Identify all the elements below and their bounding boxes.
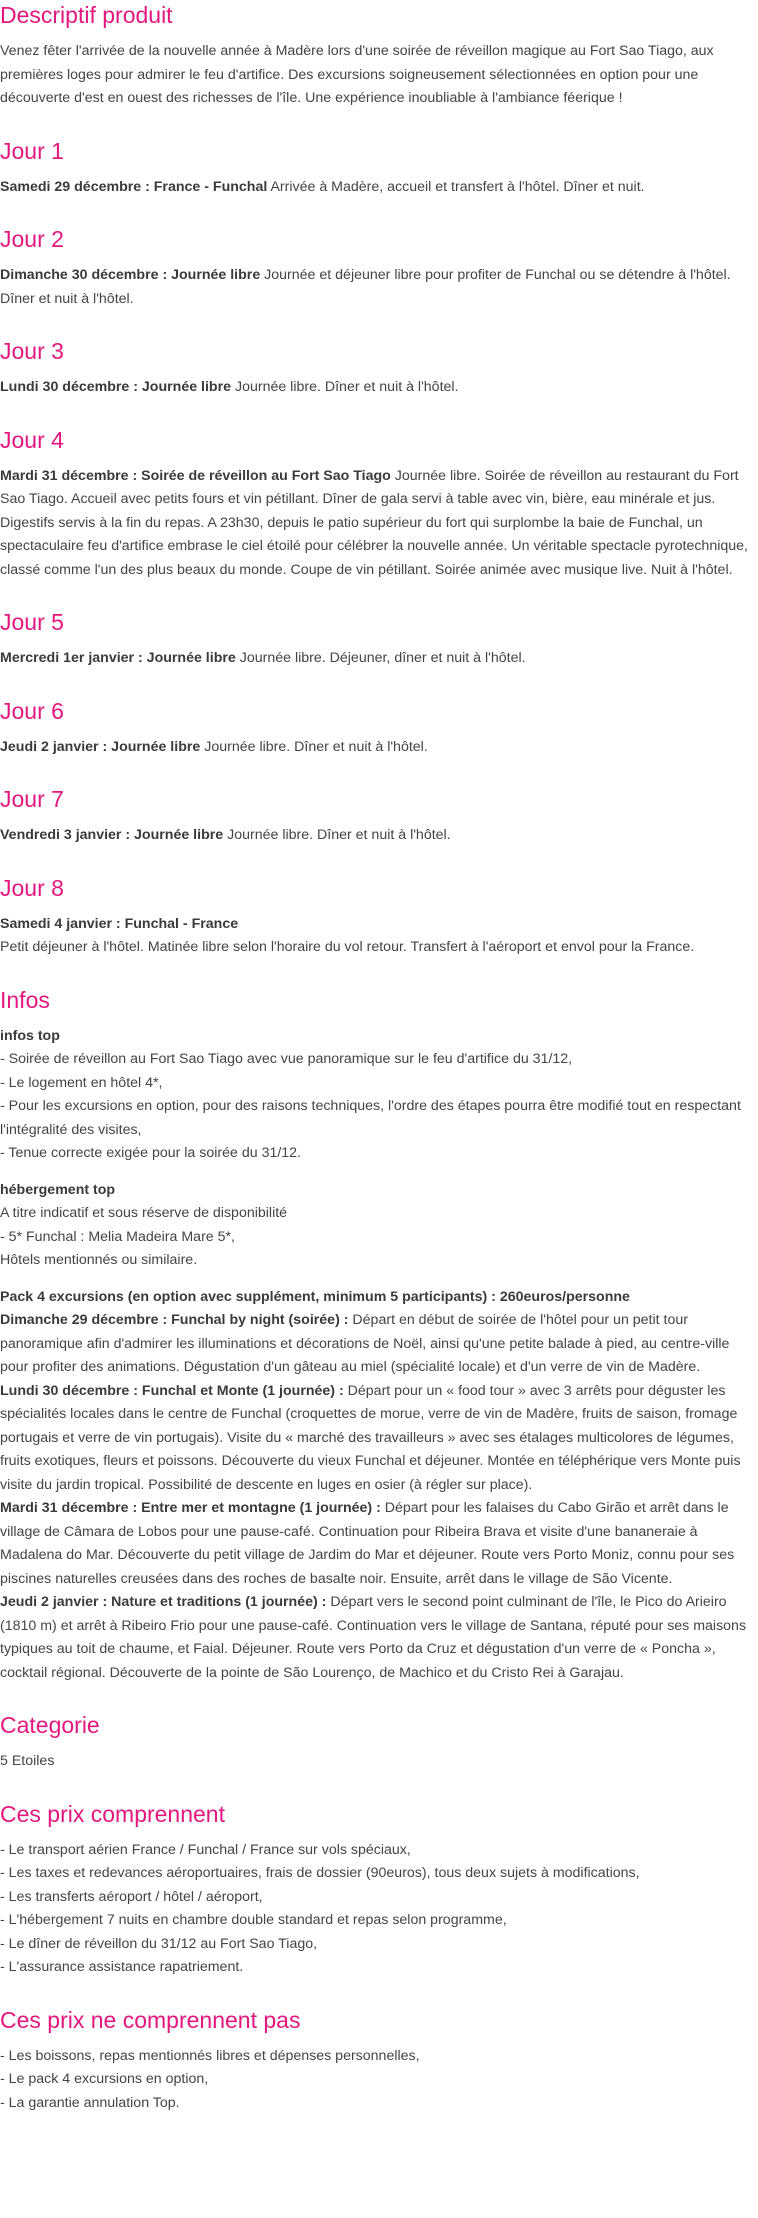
- hebergement-list: [0, 1202, 758, 1273]
- list-item: - Le logement en hôtel 4*,: [0, 1074, 163, 1091]
- section-day-8: [0, 848, 758, 960]
- ne-comprennent-list: [0, 2045, 758, 2116]
- day-label: Mercredi 1er janvier : Journée libre: [0, 650, 236, 666]
- day-paragraph: [0, 176, 758, 200]
- list-item: - Pour les excursions en option, pour des raisons techniques, l'ordre des étapes pourra être modifié tout en respectant l'intégralité des visites,: [0, 1098, 741, 1138]
- excursion-text: Départ pour les falaises du Cabo Girão et arrêt dans le village de Câmara de Lobos pour une pause-café. Continuation pour Ribeira Brava et visite d'une bananeraie à Madalena do Mar. Découverte du petit village de Jardim do Mar et déjeuner. Route vers Porto Moniz, connu pour ses piscines naturelles creusées dans des roches de basalte noir. Ensuite, arrêt dans le village de São Vicente.: [0, 1500, 735, 1587]
- day-label: Dimanche 30 décembre : Journée libre: [0, 267, 261, 283]
- excursion-label: Lundi 30 décembre : Funchal et Monte (1 journée) :: [0, 1382, 344, 1399]
- day-text: Arrivée à Madère, accueil et transfert à l'hôtel. Dîner et nuit.: [270, 178, 645, 195]
- excursions-list: [0, 1309, 758, 1685]
- excursion-label: Jeudi 2 janvier : Nature et traditions (1 journée) :: [0, 1594, 327, 1610]
- list-item: - Le pack 4 excursions en option,: [0, 2071, 209, 2087]
- day-title: Jour 4: [0, 426, 64, 453]
- excursion-text: Départ pour un « food tour » avec 3 arrêts pour déguster les spécialités locales dans le centre de Funchal (croquettes de morue, verre de vin de Madère, fruits de saison, fromage portugais et verre de vin portugais). Visite du « marché des travailleurs » avec ses étalages multicolores de légumes, fruits exotiques, fleurs et poissons. Découverte du vieux Funchal et déjeuner. Montée en téléphérique vers Monte puis visite du jardin tropical. Possibilité de descente en luges en osier (à régler sur place).: [0, 1382, 741, 1493]
- infos-top-list: [0, 1048, 758, 1166]
- section-infos: [0, 960, 758, 1686]
- day-label: Samedi 29 décembre : France - Funchal: [0, 178, 268, 195]
- section-day-6: [0, 671, 758, 760]
- list-item: - L'hébergement 7 nuits en chambre double standard et repas selon programme,: [0, 1912, 507, 1928]
- day-title: Jour 6: [0, 697, 64, 724]
- day-label: Mardi 31 décembre : Soirée de réveillon au Fort Sao Tiago: [0, 467, 391, 484]
- infos-top-label: infos top: [0, 1027, 60, 1044]
- list-item: Hôtels mentionnés ou similaire.: [0, 1252, 198, 1268]
- day-paragraph: [0, 465, 758, 583]
- list-item: - Le dîner de réveillon du 31/12 au Fort Sao Tiago,: [0, 1935, 318, 1952]
- section-day-3: [0, 311, 758, 400]
- section-descriptif: [0, 0, 758, 111]
- section-prix-ne-comprennent: [0, 1980, 758, 2116]
- day-label: Samedi 4 janvier : Funchal - France: [0, 915, 239, 932]
- excursion-item: [0, 1380, 758, 1498]
- excursion-label: Mardi 31 décembre : Entre mer et montagne (1 journée) :: [0, 1500, 381, 1516]
- list-item: - La garantie annulation Top.: [0, 2094, 180, 2111]
- day-title: Jour 1: [0, 137, 64, 164]
- section-categorie: [0, 1685, 758, 1774]
- excursion-label: Dimanche 29 décembre : Funchal by night (soirée) :: [0, 1312, 349, 1328]
- excursion-item: [0, 1497, 758, 1591]
- section-title-infos: Infos: [0, 986, 50, 1013]
- comprennent-list: [0, 1839, 758, 1980]
- day-paragraph: [0, 376, 758, 400]
- list-item: - 5* Funchal : Melia Madeira Mare 5*,: [0, 1228, 235, 1245]
- day-text: Journée et déjeuner libre pour profiter de Funchal ou se détendre à l'hôtel. Dîner et nuit à l'hôtel.: [0, 267, 731, 307]
- day-text: Journée libre. Soirée de réveillon au restaurant du Fort Sao Tiago. Accueil avec petits fours et vin pétillant. Dîner de gala servi à table avec vin, bière, eau minérale et jus. Digestifs servis à la fin du repas. A 23h30, depuis le patio supérieur du fort qui surplombe la baie de Funchal, un spectaculaire feu d'artifice embrase le ciel étoilé pour célébrer la nouvelle année. Un véritable spectacle pyrotechnique, classé comme l'un des plus beaux du monde. Coupe de vin pétillant. Soirée animée avec musique live. Nuit à l'hôtel.: [0, 467, 748, 578]
- day-title: Jour 2: [0, 226, 64, 252]
- excursion-text: Départ en début de soirée de l'hôtel pour un petit tour panoramique afin d'admirer les illuminations et décorations de Noël, ainsi qu'une petite balade à pied, au centre-ville pour profiter des animations. Dégustation d'un gâteau au miel (spécialité locale) et d'un verre de vin de Madère.: [0, 1312, 730, 1375]
- excursion-text: Départ vers le second point culminant de l'île, le Pico do Arieiro (1810 m) et arrêt à Ribeiro Frio pour une pause-café. Continuation vers le village de Santana, réputé pour ses maisons typiques au toit de chaume, et Faial. Déjeuner. Route vers Porto da Cruz et dégustation d'un verre de « Poncha », cocktail régional. Découverte de la pointe de São Lourenço, de Machico et du Cristo Rei à Garajau.: [0, 1594, 747, 1681]
- section-title-descriptif: Descriptif produit: [0, 2, 173, 28]
- day-title: Jour 3: [0, 338, 64, 364]
- day-title: Jour 5: [0, 609, 64, 635]
- list-item: - Le transport aérien France / Funchal / France sur vols spéciaux,: [0, 1841, 411, 1858]
- day-title: Jour 7: [0, 786, 64, 812]
- categorie-text: 5 Etoiles: [0, 1753, 55, 1769]
- day-text: Journée libre. Dîner et nuit à l'hôtel.: [234, 379, 459, 395]
- section-title-categorie: Categorie: [0, 1712, 100, 1738]
- descriptif-text: Venez fêter l'arrivée de la nouvelle année à Madère lors d'une soirée de réveillon magique au Fort Sao Tiago, aux premières loges pour admirer le feu d'artifice. Des excursions soigneusement sélectionnées en option pour une découverte d'est en ouest des richesses de l'île. Une expérience inoubliable à l'ambiance féerique !: [0, 43, 714, 106]
- day-paragraph: [0, 736, 758, 760]
- day-paragraph: [0, 264, 758, 311]
- day-label: Lundi 30 décembre : Journée libre: [0, 379, 232, 395]
- section-day-7: [0, 759, 758, 848]
- day-paragraph: [0, 647, 758, 671]
- pack-label: Pack 4 excursions (en option avec supplément, minimum 5 participants) : 260euros/personne: [0, 1288, 630, 1305]
- list-item: - Les boissons, repas mentionnés libres et dépenses personnelles,: [0, 2047, 420, 2064]
- list-item: - Les taxes et redevances aéroportuaires, frais de dossier (90euros), tous deux sujets à modifications,: [0, 1865, 640, 1881]
- day-text: Journée libre. Dîner et nuit à l'hôtel.: [204, 738, 428, 755]
- list-item: - Soirée de réveillon au Fort Sao Tiago avec vue panoramique sur le feu d'artifice du 31/12,: [0, 1051, 573, 1067]
- section-day-1: [0, 111, 758, 200]
- section-day-5: [0, 582, 758, 671]
- excursion-item: [0, 1591, 758, 1685]
- section-title-ne-comprennent: Ces prix ne comprennent pas: [0, 2006, 301, 2033]
- section-day-2: [0, 199, 758, 311]
- excursion-item: [0, 1309, 758, 1380]
- days-list: [0, 111, 758, 848]
- day-label: Vendredi 3 janvier : Journée libre: [0, 827, 224, 843]
- day-text: Journée libre. Dîner et nuit à l'hôtel.: [227, 827, 451, 843]
- day-text: Petit déjeuner à l'hôtel. Matinée libre selon l'horaire du vol retour. Transfert à l'aéroport et envol pour la France.: [0, 939, 695, 955]
- list-item: A titre indicatif et sous réserve de disponibilité: [0, 1205, 288, 1221]
- list-item: - Les transferts aéroport / hôtel / aéroport,: [0, 1888, 263, 1905]
- day-label: Jeudi 2 janvier : Journée libre: [0, 738, 201, 755]
- day-text: Journée libre. Déjeuner, dîner et nuit à l'hôtel.: [239, 650, 526, 666]
- section-prix-comprennent: [0, 1774, 758, 1980]
- section-day-4: [0, 400, 758, 583]
- list-item: - Tenue correcte exigée pour la soirée du 31/12.: [0, 1145, 302, 1161]
- day-paragraph: [0, 824, 758, 848]
- list-item: - L'assurance assistance rapatriement.: [0, 1959, 244, 1975]
- hebergement-label: hébergement top: [0, 1181, 116, 1198]
- section-title-comprennent: Ces prix comprennent: [0, 1800, 225, 1827]
- day-title: Jour 8: [0, 874, 64, 901]
